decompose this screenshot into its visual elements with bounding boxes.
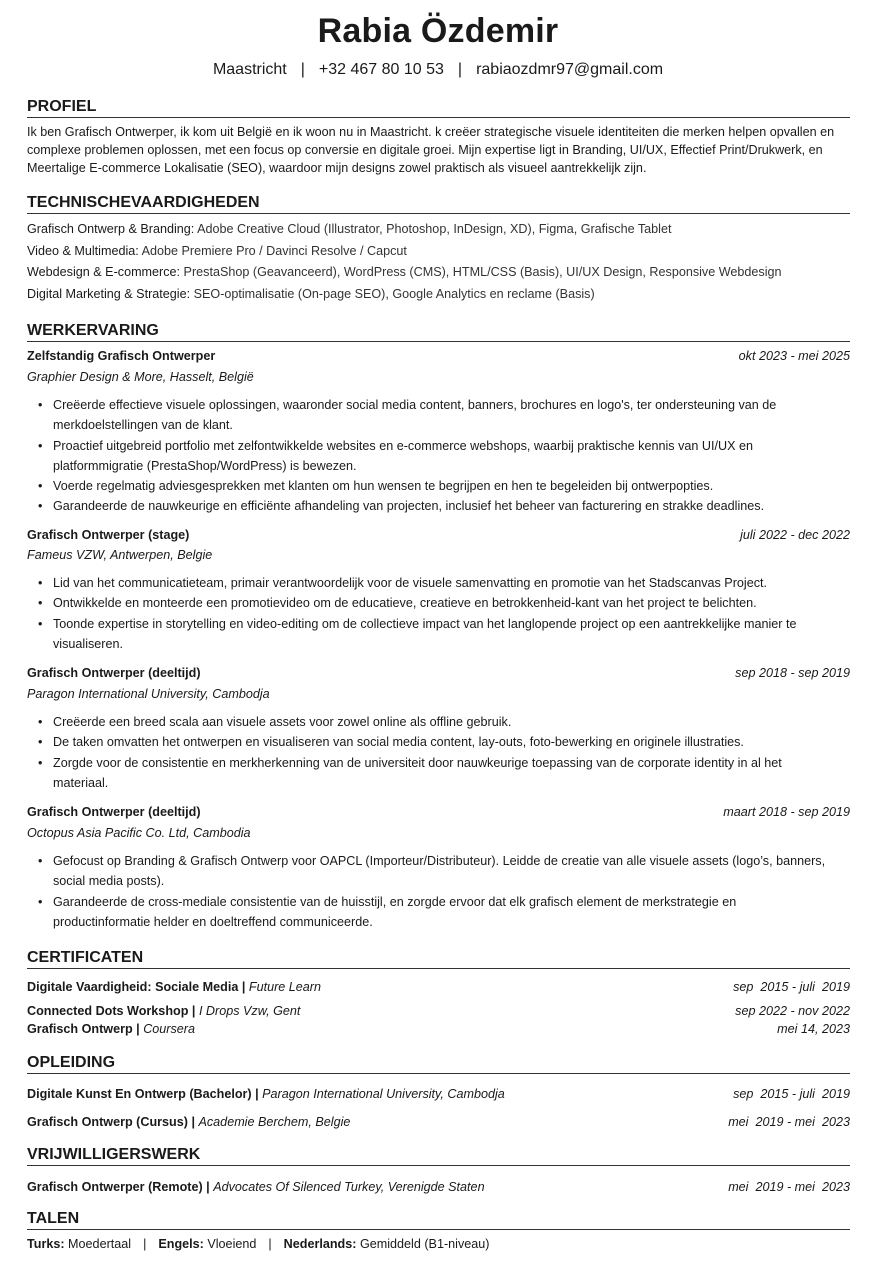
list-item: • Lid van het communicatieteam, primair verantwoordelijk voor de visuele samenvatting en promotie van het Stadscanvas Project. [38, 573, 828, 593]
section-heading-experience: WERKERVARING [27, 321, 850, 342]
job-title: Grafisch Ontwerper (deeltijd) [27, 666, 201, 680]
certificate-row: Grafisch Ontwerp | Coursera mei 14, 2023 [27, 1022, 850, 1036]
education-row: Grafisch Ontwerp (Cursus) | Academie Berchem, Belgie mei 2019 - mei 2023 [27, 1115, 850, 1129]
languages-line: Turks: Moedertaal | Engels: Vloeiend | Nederlands: Gemiddeld (B1-niveau) [27, 1237, 490, 1251]
city: Maastricht [212, 61, 287, 78]
list-item: • Creëerde effectieve visuele oplossingen, waaronder social media content, banners, brochures en logo's, ter ondersteuning van de merkdoelstellingen van de klant. [38, 395, 828, 436]
job-bullets [38, 712, 828, 793]
job-header [27, 527, 850, 544]
contact-line [0, 61, 876, 79]
section-heading-education: OPLEIDING [27, 1053, 850, 1074]
job-date: sep 2018 - sep 2019 [735, 666, 850, 680]
job-header [27, 665, 850, 682]
candidate-name: Rabia Özdemir [317, 12, 559, 50]
job-title: Grafisch Ontwerper (stage) [27, 528, 190, 542]
job-date: juli 2022 - dec 2022 [740, 528, 850, 542]
volunteer-date: mei 2019 - mei 2023 [728, 1180, 850, 1194]
job-date: okt 2023 - mei 2025 [738, 349, 850, 363]
job-company: Fameus VZW, Antwerpen, Belgie [27, 548, 213, 562]
list-item: • De taken omvatten het ontwerpen en visualiseren van social media content, lay-outs, foto-bewerking en originele illustraties. [38, 732, 828, 752]
job-title: Zelfstandig Grafisch Ontwerper [27, 349, 216, 363]
list-item: • Proactief uitgebreid portfolio met zelfontwikkelde websites en e-commerce webshops, waarbij praktische kennis van UI/UX en platformmigratie (PrestaShop/WordPress) is bewezen. [38, 436, 828, 477]
list-item: • Toonde expertise in storytelling en video-editing om de collectieve impact van het langlopende project op een aantrekkelijke manier te visualiseren. [38, 614, 828, 655]
list-item: • Garandeerde de nauwkeurige en efficiënte afhandeling van projecten, inclusief het beheer van facturering en strakke deadlines. [38, 496, 828, 516]
education-date: sep 2015 - juli 2019 [733, 1087, 850, 1101]
list-item: • Voerde regelmatig adviesgesprekken met klanten om hun wensen te begrijpen en hen te begeleiden bij ontwerpopties. [38, 476, 828, 496]
section-heading-profile: PROFIEL [27, 97, 850, 118]
volunteer-row: Grafisch Ontwerper (Remote) | Advocates Of Silenced Turkey, Verenigde Staten mei 2019 - mei 2023 [27, 1180, 850, 1194]
section-heading-volunteer: VRIJWILLIGERSWERK [27, 1145, 850, 1166]
section-heading-skills: TECHNISCHEVAARDIGHEDEN [27, 193, 850, 214]
section-heading-languages: TALEN [27, 1209, 850, 1230]
education-row: Digitale Kunst En Ontwerp (Bachelor) | Paragon International University, Cambodja sep 2015 - juli 2019 [27, 1087, 850, 1101]
job-bullets [38, 573, 828, 654]
job-company: Octopus Asia Pacific Co. Ltd, Cambodia [27, 826, 251, 840]
email-link[interactable]: rabiaozdmr97@gmail.com [476, 61, 664, 78]
job-header [27, 348, 850, 365]
phone: +32 467 80 10 53 [318, 61, 444, 78]
skill-item: Digital Marketing & Strategie: SEO-optimalisatie (On-page SEO), Google Analytics en reclame (Basis) [27, 287, 595, 302]
job-header [27, 804, 850, 821]
separator: | [300, 61, 305, 78]
profile-text: Ik ben Grafisch Ontwerper, ik kom uit België en ik woon nu in Maastricht. k creëer strategische visuele identiteiten die merken helpen opvallen en complexe problemen oplossen, met een focus op conversie en digitale groei. Mijn expertise ligt in Branding, UI/UX, Effectief Print/Drukwerk, en Meertalige E-commerce Lokalisatie (SEO), waardoor mijn designs zowel praktisch als visueel aantrekkelijk zijn. [27, 125, 835, 175]
job-date: maart 2018 - sep 2019 [723, 805, 850, 819]
job-bullets [38, 851, 828, 932]
certificate-date: mei 14, 2023 [777, 1022, 850, 1036]
job-title: Grafisch Ontwerper (deeltijd) [27, 805, 201, 819]
skill-item: Video & Multimedia: Adobe Premiere Pro / Davinci Resolve / Capcut [27, 243, 407, 258]
skill-item: Webdesign & E-commerce: PrestaShop (Geavanceerd), WordPress (CMS), HTML/CSS (Basis), UI/UX Design, Responsive Webdesign [27, 265, 782, 280]
skills-list [27, 219, 850, 306]
education-date: mei 2019 - mei 2023 [728, 1115, 850, 1129]
job-company: Graphier Design & More, Hasselt, België [27, 370, 254, 384]
list-item: • Ontwikkelde en monteerde een promotievideo om de educatieve, creatieve en betrokkenheid-kant van het project te belichten. [38, 593, 828, 613]
list-item: • Garandeerde de cross-mediale consistentie van de huisstijl, en zorgde ervoor dat elk grafisch element de merkstrategie en productinformatie helder en doeltreffend communiceerde. [38, 892, 828, 933]
list-item: • Gefocust op Branding & Grafisch Ontwerp voor OAPCL (Importeur/Distributeur). Leidde de creatie van alle visuele assets (logo’s, banners, social media posts). [38, 851, 828, 892]
separator: | [457, 61, 463, 78]
certificate-date: sep 2015 - juli 2019 [733, 980, 850, 994]
certificate-date: sep 2022 - nov 2022 [735, 1004, 850, 1018]
skill-item: Grafisch Ontwerp & Branding: Adobe Creative Cloud (Illustrator, Photoshop, InDesign, XD), Figma, Grafische Tablet [27, 222, 672, 236]
job-company: Paragon International University, Cambodja [27, 687, 270, 701]
list-item: • Creëerde een breed scala aan visuele assets voor zowel online als offline gebruik. [38, 712, 828, 732]
list-item: • Zorgde voor de consistentie en merkherkenning van de universiteit door nauwkeurige toepassing van de corporate identity in al het materiaal. [38, 753, 828, 794]
certificate-row: Connected Dots Workshop | I Drops Vzw, Gent sep 2022 - nov 2022 [27, 1004, 850, 1018]
section-heading-certificates: CERTIFICATEN [27, 948, 850, 969]
certificate-row: Digitale Vaardigheid: Sociale Media | Future Learn sep 2015 - juli 2019 [27, 980, 850, 994]
job-bullets [38, 395, 828, 517]
